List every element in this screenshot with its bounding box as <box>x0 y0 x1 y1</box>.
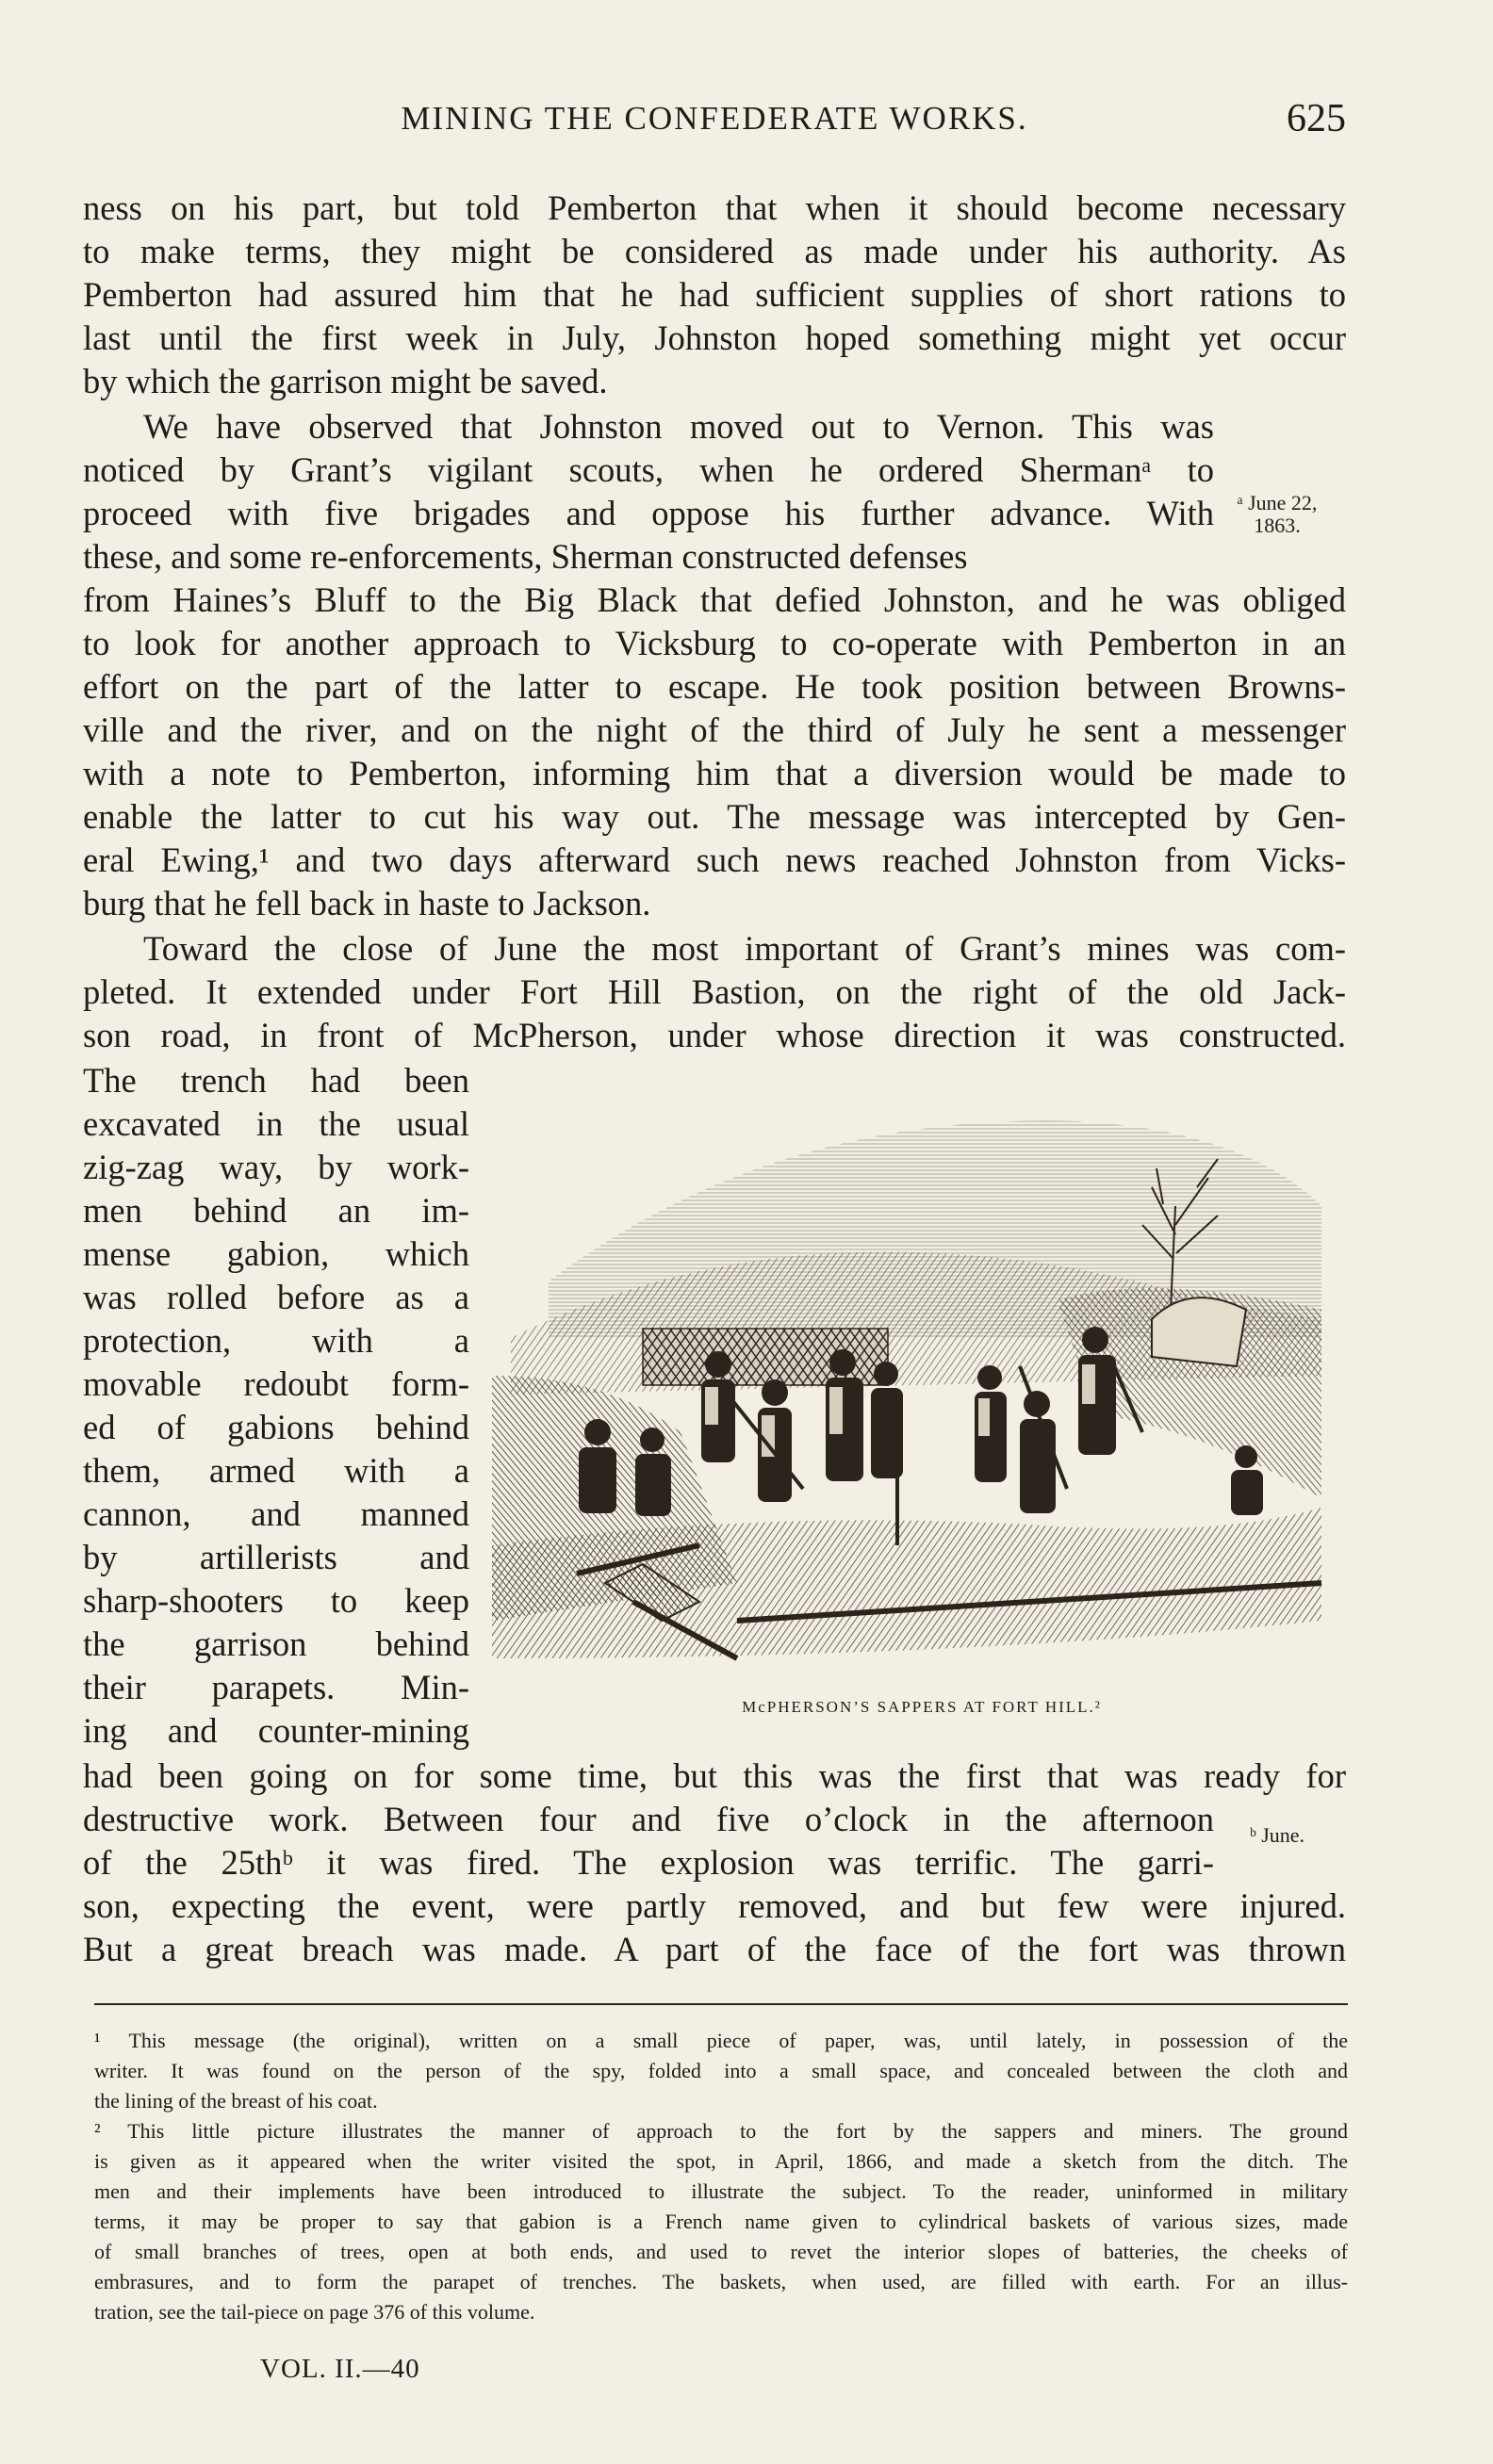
body-line: ness on his part, but told Pemberton that when it should become necessary <box>83 188 1346 227</box>
body-line: enable the latter to cut his way out. The message was intercepted by Gen- <box>83 797 1346 836</box>
body-line: The trench had been <box>83 1061 469 1100</box>
body-line: to make terms, they might be considered as made under his authority. As <box>83 232 1346 270</box>
footnote-line: the lining of the breast of his coat. <box>94 2089 378 2113</box>
body-line: men behind an im- <box>83 1191 469 1230</box>
body-line: to look for another approach to Vicksburg to co-operate with Pemberton in an <box>83 624 1346 662</box>
footnote-line: ² This little picture illustrates the manner of approach to the fort by the sappers and miners. The ground <box>94 2119 1348 2143</box>
body-line: the garrison behind <box>83 1624 469 1663</box>
body-line: excavated in the usual <box>83 1104 469 1143</box>
body-line: son road, in front of McPherson, under whose direction it was constructed. <box>83 1016 1346 1054</box>
running-title: MINING THE CONFEDERATE WORKS. <box>401 100 1028 137</box>
body-line: We have observed that Johnston moved out to Vernon. This was <box>143 407 1214 446</box>
body-line: eral Ewing,¹ and two days afterward such news reached Johnston from Vicks- <box>83 840 1346 879</box>
body-line: mense gabion, which <box>83 1234 469 1273</box>
page-number: 625 <box>1287 97 1346 140</box>
body-line: pleted. It extended under Fort Hill Bastion, on the right of the old Jack- <box>83 972 1346 1011</box>
side-note-a: ᵃ June 22, 1863. <box>1237 491 1318 537</box>
body-line: had been going on for some time, but this was the first that was ready for <box>83 1756 1346 1795</box>
footnote-line: men and their implements have been introduced to illustrate the subject. To the reader, uninformed in military <box>94 2179 1348 2203</box>
footnote-line: is given as it appeared when the writer visited the spot, in April, 1866, and made a sketch from the ditch. The <box>94 2149 1348 2173</box>
footnote-line: terms, it may be proper to say that gabion is a French name given to cylindrical baskets of various sizes, made <box>94 2210 1348 2233</box>
body-line: by which the garrison might be saved. <box>83 362 608 400</box>
footnote-line: embrasures, and to form the parapet of trenches. The baskets, when used, are filled with earth. For an illus- <box>94 2270 1348 2293</box>
body-line: cannon, and manned <box>83 1494 469 1533</box>
body-line: protection, with a <box>83 1321 469 1360</box>
signature-mark: VOL. II.—40 <box>260 2354 420 2384</box>
body-line: was rolled before as a <box>83 1278 469 1316</box>
body-line: by artillerists and <box>83 1538 469 1576</box>
body-line: from Haines’s Bluff to the Big Black that defied Johnston, and he was obliged <box>83 580 1346 619</box>
body-line: proceed with five brigades and oppose his further advance. With <box>83 494 1214 532</box>
running-head <box>83 90 1346 147</box>
engraving-illustration <box>492 1093 1352 1677</box>
footnote-line: ¹ This message (the original), written on a small piece of paper, was, until lately, in possession of the <box>94 2029 1348 2052</box>
side-note-b: ᵇ June. <box>1249 1823 1305 1847</box>
body-line: these, and some re-enforcements, Sherman constructed defenses <box>83 537 968 576</box>
body-line: sharp-shooters to keep <box>83 1581 469 1620</box>
footnote-line: of small branches of trees, open at both ends, and used to revet the interior slopes of batteries, the cheeks of <box>94 2240 1348 2263</box>
footnote-rule <box>94 2003 1348 2005</box>
body-line: of the 25thᵇ it was fired. The explosion was terrific. The garri- <box>83 1843 1214 1882</box>
body-line: with a note to Pemberton, informing him that a diversion would be made to <box>83 754 1346 792</box>
body-line: ville and the river, and on the night of the third of July he sent a messenger <box>83 710 1346 749</box>
footnote-line: tration, see the tail-piece on page 376 of this volume. <box>94 2300 535 2324</box>
body-line: zig-zag way, by work- <box>83 1148 469 1186</box>
body-line: them, armed with a <box>83 1451 469 1490</box>
body-line: effort on the part of the latter to escape. He took position between Browns- <box>83 667 1346 706</box>
body-line: destructive work. Between four and five o’clock in the afternoon <box>83 1800 1214 1838</box>
body-line: last until the first week in July, Johnston hoped something might yet occur <box>83 318 1346 357</box>
illustration-caption: McPHERSON’S SAPPERS AT FORT HILL.² <box>742 1698 1102 1716</box>
body-line: movable redoubt form- <box>83 1364 469 1403</box>
body-line: their parapets. Min- <box>83 1668 469 1706</box>
body-line: Pemberton had assured him that he had sufficient supplies of short rations to <box>83 275 1346 314</box>
body-line: But a great breach was made. A part of the face of the fort was thrown <box>83 1930 1346 1968</box>
footnote-line: writer. It was found on the person of the spy, folded into a small space, and concealed between the cloth and <box>94 2059 1348 2082</box>
body-line: ing and counter-mining <box>83 1711 469 1750</box>
body-line: burg that he fell back in haste to Jackson. <box>83 884 651 922</box>
body-line: noticed by Grant’s vigilant scouts, when he ordered Shermanᵃ to <box>83 450 1214 489</box>
body-line: son, expecting the event, were partly removed, and but few were injured. <box>83 1886 1346 1925</box>
body-line: ed of gabions behind <box>83 1408 469 1446</box>
body-line: Toward the close of June the most important of Grant’s mines was com- <box>143 929 1346 968</box>
